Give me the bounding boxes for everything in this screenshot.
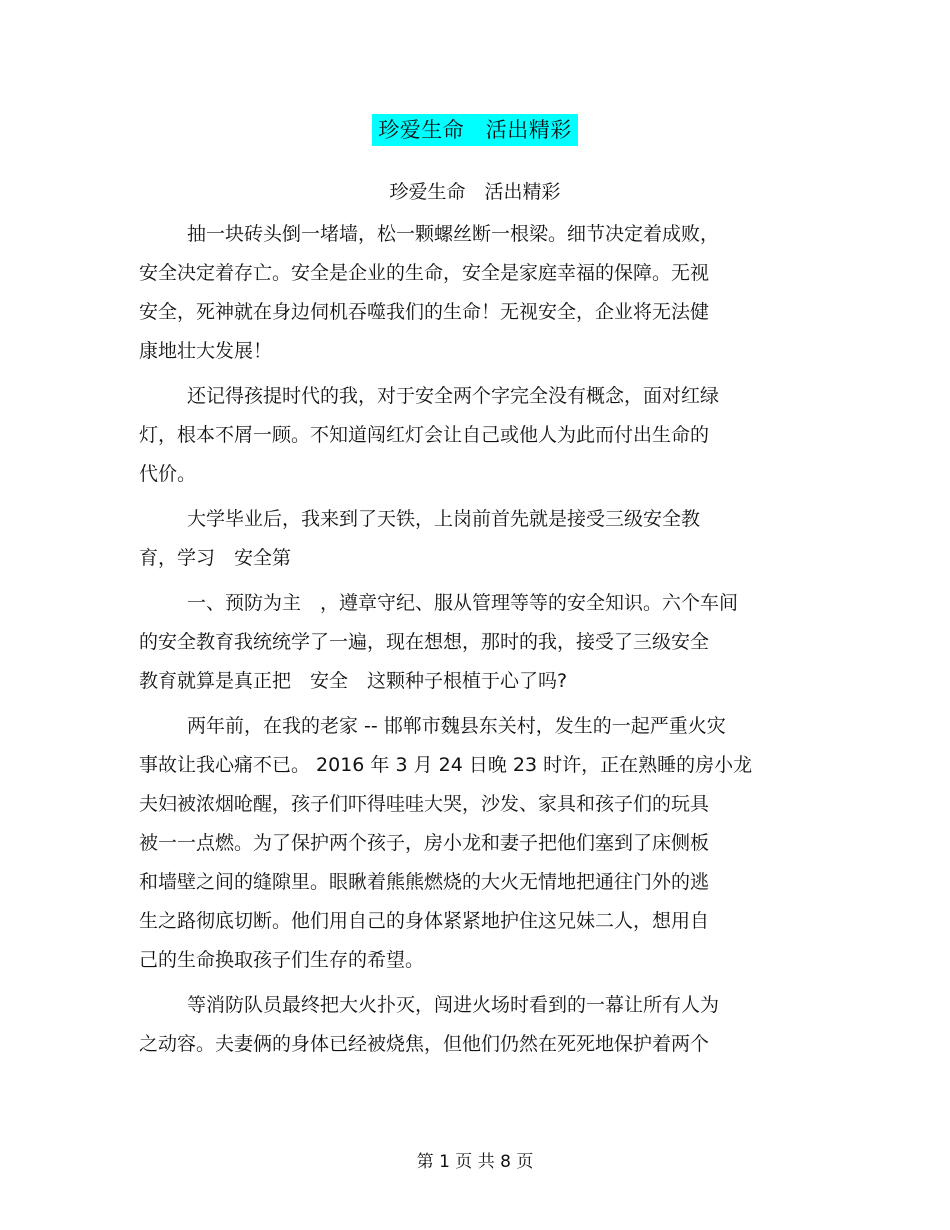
body-line: 等消防队员最终把大火扑灭，闯进火场时看到的一幕让所有人为 [187,994,720,1016]
document-subtitle: 珍爱生命 活出精彩 [389,181,561,203]
body-line: 被一一点燃。为了保护两个孩子，房小龙和妻子把他们塞到了床侧板 [139,832,710,854]
body-line: 育，学习 安全第 [139,547,292,569]
body-line: 抽一块砖头倒一堵墙，松一颗螺丝断一根梁。细节决定着成败， [187,223,720,245]
body-line: 教育就算是真正把 安全 这颗种子根植于心了吗? [139,670,568,692]
body-line: 生之路彻底切断。他们用自己的身体紧紧地护住这兄妹二人，想用自 [139,910,710,932]
body-line: 之动容。夫妻俩的身体已经被烧焦，但他们仍然在死死地保护着两个 [139,1033,710,1055]
body-line: 事故让我心痛不已。 2016 年 3 月 24 日晚 23 时许，正在熟睡的房小龙 [139,754,753,776]
body-line: 一、预防为主 ，遵章守纪、服从管理等等的安全知识。六个车间 [187,592,739,614]
body-line: 安全，死神就在身边伺机吞噬我们的生命！无视安全，企业将无法健 [139,301,710,323]
body-line: 代价。 [139,463,197,485]
body-line: 己的生命换取孩子们生存的希望。 [139,949,425,971]
body-line: 灯，根本不屑一顾。不知道闯红灯会让自己或他人为此而付出生命的 [139,424,710,446]
page-number-footer: 第 1 页 共 8 页 [416,1152,534,1172]
body-line: 两年前，在我的老家 -- 邯郸市魏县东关村，发生的一起严重火灾 [187,715,726,737]
document-body [139,218,799,1067]
body-line: 还记得孩提时代的我，对于安全两个字完全没有概念，面对红绿 [187,385,720,407]
body-line: 夫妇被浓烟呛醒，孩子们吓得哇哇大哭，沙发、家具和孩子们的玩具 [139,793,710,815]
body-line: 的安全教育我统统学了一遍，现在想想，那时的我，接受了三级安全 [139,631,710,653]
body-line: 康地壮大发展！ [139,340,273,362]
body-line: 安全决定着存亡。安全是企业的生命，安全是家庭幸福的保障。无视 [139,262,710,284]
body-line: 和墙壁之间的缝隙里。眼瞅着熊熊燃烧的大火无情地把通往门外的逃 [139,871,710,893]
body-line: 大学毕业后，我来到了天铁，上岗前首先就是接受三级安全教 [187,508,701,530]
document-title: 珍爱生命 活出精彩 [372,114,578,146]
title-container [0,114,950,146]
